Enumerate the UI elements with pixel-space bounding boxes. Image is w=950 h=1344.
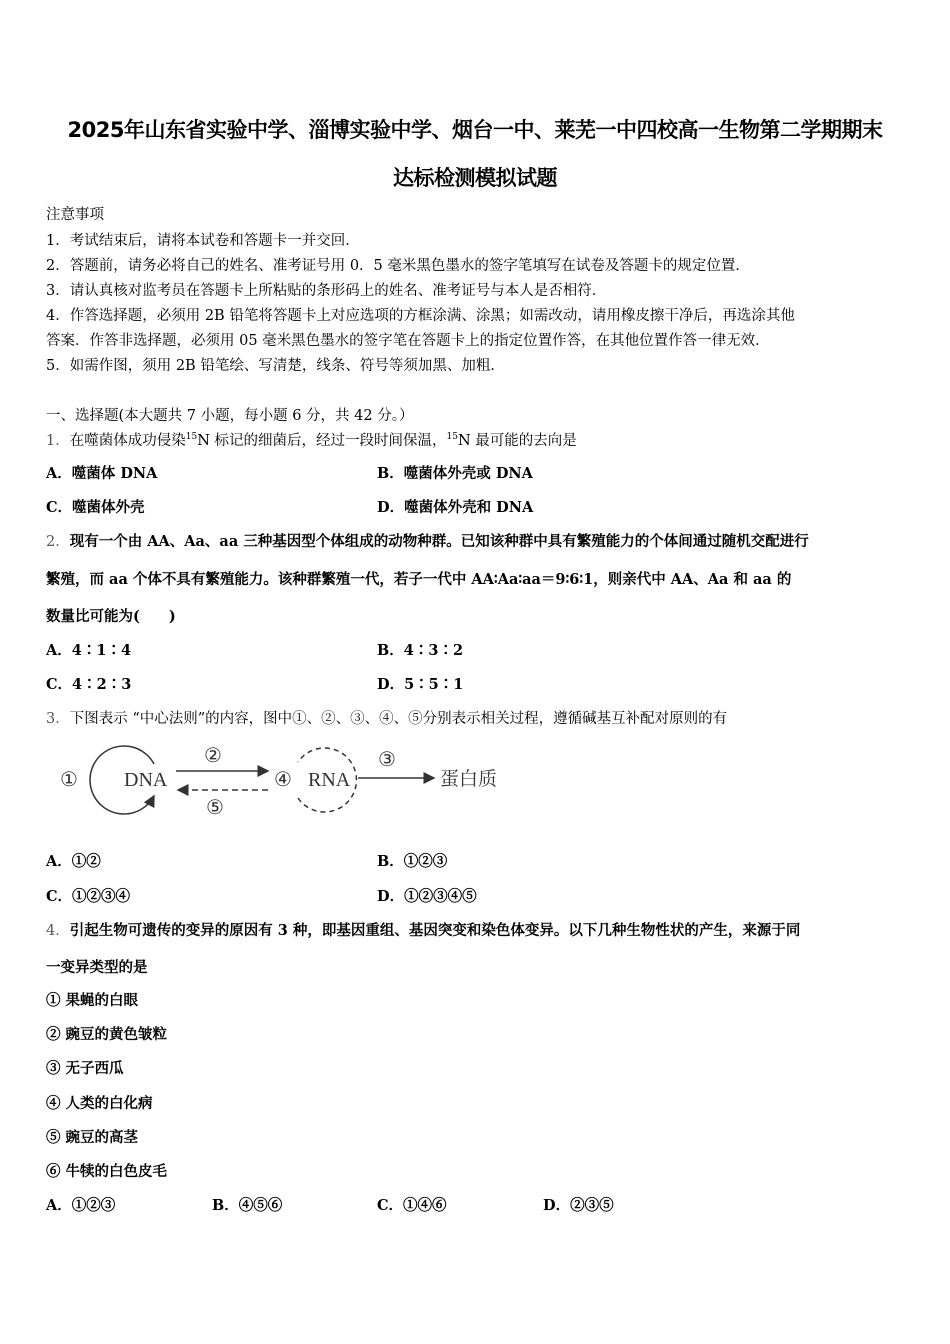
- q4-item: ⑥ 牛犊的白色皮毛: [46, 1163, 168, 1180]
- option-text: 5∶5∶1: [404, 676, 464, 693]
- page-title-line2: 达标检测模拟试题: [393, 166, 557, 190]
- question-number: 3．: [46, 711, 70, 727]
- q1-text-pre: 在噬菌体成功侵染: [69, 433, 186, 449]
- central-dogma-diagram: [46, 738, 506, 818]
- label-c5: ⑤: [206, 797, 224, 818]
- option-text: ④⑤⑥: [238, 1197, 283, 1214]
- question-2-line2: 繁殖，而 aa 个体不具有繁殖能力。该种群繁殖一代，若子一代中 AA∶Aa∶aa＝9∶6∶1，则亲代中 AA、Aa 和 aa 的: [46, 571, 792, 588]
- option-text: 噬菌体外壳和 DNA: [404, 499, 534, 516]
- option-label: B．: [377, 853, 404, 870]
- notice-heading: 注意事项: [46, 207, 104, 223]
- label-dna: DNA: [124, 769, 168, 791]
- label-c1: ①: [60, 769, 78, 791]
- notice-item: 3．请认真核对监考员在答题卡上所粘贴的条形码上的姓名、准考证号与本人是否相符．: [46, 283, 607, 299]
- label-c4: ④: [274, 769, 292, 791]
- option-text: ①②③④: [72, 888, 131, 905]
- label-c2: ②: [204, 745, 222, 767]
- q4-option-d[interactable]: [543, 1194, 614, 1215]
- q3-text: 下图表示 “中心法则”的内容，图中①、②、③、④、⑤分别表示相关过程，遵循碱基互补配对原则的有: [69, 711, 728, 727]
- option-text: ①②③: [71, 1197, 116, 1214]
- q3-option-a[interactable]: [46, 850, 101, 871]
- q4-option-a[interactable]: [46, 1194, 115, 1215]
- q4-option-b[interactable]: [212, 1194, 282, 1215]
- option-label: D．: [377, 499, 405, 516]
- q4-item: ② 豌豆的黄色皱粒: [46, 1026, 168, 1043]
- label-c3: ③: [378, 749, 396, 771]
- option-text: ①②: [71, 853, 101, 870]
- option-label: A．: [46, 1197, 72, 1214]
- label-rna: RNA: [308, 769, 351, 791]
- option-label: D．: [377, 888, 405, 905]
- option-text: ①②③: [403, 853, 448, 870]
- option-label: B．: [377, 642, 404, 659]
- label-protein: 蛋白质: [440, 769, 498, 790]
- notice-item: 1．考试结束后，请将本试卷和答题卡一并交回．: [46, 233, 360, 249]
- option-label: D．: [377, 676, 405, 693]
- option-label: B．: [377, 465, 404, 482]
- option-label: D．: [543, 1197, 571, 1214]
- option-text: 噬菌体外壳或 DNA: [403, 465, 533, 482]
- notice-item: 2．答题前，请务必将自己的姓名、准考证号用 0．5 毫米黑色墨水的签字笔填写在试卷及答题卡的规定位置．: [46, 258, 750, 274]
- option-label: C．: [46, 888, 73, 905]
- option-text: 4∶1∶4: [71, 642, 132, 659]
- option-text: 4∶3∶2: [403, 642, 464, 659]
- option-text: 噬菌体 DNA: [71, 465, 158, 482]
- q4-option-c[interactable]: [377, 1194, 447, 1215]
- q1-option-c[interactable]: [46, 496, 145, 517]
- question-3-stem: [46, 707, 727, 728]
- question-2-line1: [46, 530, 809, 551]
- option-label: C．: [46, 499, 73, 516]
- question-number: 4．: [46, 923, 70, 939]
- q4-item: ③ 无子西瓜: [46, 1060, 124, 1077]
- notice-item: 答案．作答非选择题，必须用 05 毫米黑色墨水的签字笔在答题卡上的指定位置作答，在其他位置作答一律无效．: [46, 333, 770, 349]
- option-label: A．: [46, 853, 72, 870]
- option-text: ①②③④⑤: [404, 888, 477, 905]
- option-label: A．: [46, 465, 72, 482]
- q1-sup1: 15: [185, 432, 198, 443]
- question-4-line2: 一变异类型的是: [46, 959, 148, 976]
- section-heading: 一、选择题(本大题共 7 小题，每小题 6 分，共 42 分。）: [46, 408, 414, 424]
- q2-option-a[interactable]: [46, 639, 131, 660]
- q1-option-d[interactable]: [377, 496, 533, 517]
- q2-option-c[interactable]: [46, 673, 131, 694]
- q2-line1-text: 现有一个由 AA、Aa、aa 三种基因型个体组成的动物种群。已知该种群中具有繁殖能力的个体间通过随机交配进行: [69, 533, 809, 550]
- q3-option-d[interactable]: [377, 885, 477, 906]
- option-label: A．: [46, 642, 72, 659]
- option-label: B．: [212, 1197, 239, 1214]
- question-number: 2．: [46, 534, 70, 550]
- q4-item: ① 果蝇的白眼: [46, 992, 139, 1009]
- option-label: C．: [46, 676, 73, 693]
- q3-option-b[interactable]: [377, 850, 447, 871]
- q1-sup2: 15: [446, 432, 458, 443]
- option-text: 4∶2∶3: [72, 676, 132, 693]
- q1-text-mid: N 标记的细菌后，经过一段时间保温，: [197, 433, 447, 449]
- q1-text-post: N 最可能的去向是: [457, 433, 577, 449]
- option-label: C．: [377, 1197, 404, 1214]
- question-number: 1．: [46, 433, 70, 449]
- q4-item: ⑤ 豌豆的高茎: [46, 1129, 139, 1146]
- option-text: ②③⑤: [570, 1197, 614, 1214]
- notice-item: 5．如需作图，须用 2B 铅笔绘、写清楚，线条、符号等须加黑、加粗．: [46, 358, 505, 374]
- question-4-line1: [46, 919, 800, 940]
- page-title-line1: 2025年山东省实验中学、淄博实验中学、烟台一中、莱芜一中四校高一生物第二学期期末: [67, 118, 883, 142]
- notice-item: 4．作答选择题，必须用 2B 铅笔将答题卡上对应选项的方框涂满、涂黑；如需改动，请用橡皮擦干净后，再选涂其他: [46, 308, 795, 324]
- q4-item: ④ 人类的白化病: [46, 1095, 153, 1112]
- q4-line1-text: 引起生物可遗传的变异的原因有 3 种，即基因重组、基因突变和染色体变异。以下几种生物性状的产生，来源于同: [69, 922, 801, 939]
- option-text: 噬菌体外壳: [72, 499, 145, 516]
- q1-option-b[interactable]: [377, 462, 533, 483]
- q3-option-c[interactable]: [46, 885, 130, 906]
- q1-option-a[interactable]: [46, 462, 157, 483]
- q2-option-d[interactable]: [377, 673, 463, 694]
- question-1-stem: [46, 429, 577, 450]
- question-2-line3: 数量比可能为( ): [46, 608, 176, 625]
- q2-option-b[interactable]: [377, 639, 463, 660]
- option-text: ①④⑥: [403, 1197, 447, 1214]
